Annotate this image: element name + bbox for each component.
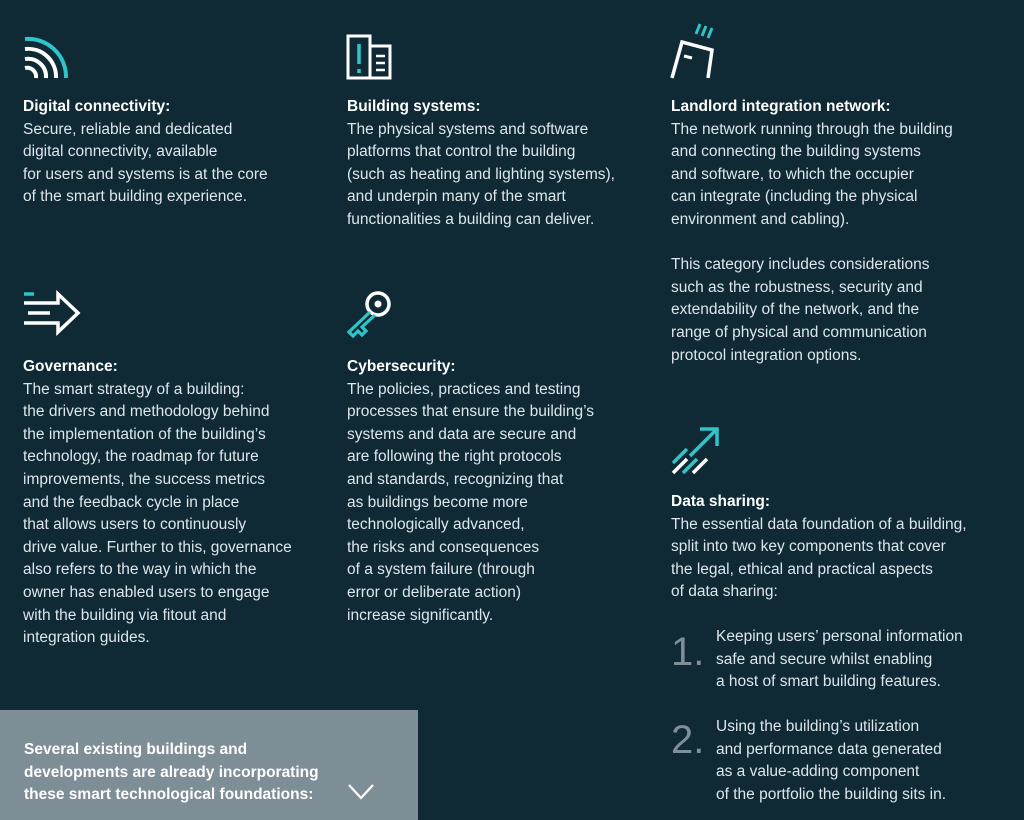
landlord-network-title: Landlord integration network: (671, 98, 891, 115)
landlord-network-body: The network running through the building and connecting the building systems and software, to which the occupier can integrate (including the physical environment and cabling). (671, 120, 953, 228)
cybersecurity-title: Cybersecurity: (347, 358, 456, 375)
list-item (671, 626, 1021, 696)
building-systems-title: Building systems: (347, 98, 481, 115)
key-icon (346, 290, 392, 338)
digital-connectivity-section (23, 96, 323, 209)
wifi-signal-icon (22, 34, 70, 80)
governance-section (23, 356, 333, 650)
chevron-down-icon[interactable] (347, 783, 375, 801)
governance-body: The smart strategy of a building: the drivers and methodology behind the implementation of the building’s technology, the roadmap for future improvements, the success metrics and the feedback cycle in place that allows users to continuously drive value. Further to this, governance also refers to the way in which the owner has enabled users to engage with the building via fitout and integration guides. (23, 380, 292, 647)
cybersecurity-body: The policies, practices and testing processes that ensure the building’s systems and data are secure and are following the right protocols and standards, recognizing that as buildings become more technologically advanced, the risks and consequences of a system failure (through error or deliberate action) increase significantly. (347, 380, 595, 624)
governance-title: Governance: (23, 358, 118, 375)
data-sharing-title: Data sharing: (671, 493, 771, 510)
cybersecurity-section (347, 356, 657, 627)
arrow-right-icon (22, 290, 82, 336)
building-systems-body: The physical systems and software platforms that control the building (such as heating and lighting systems), and underpin many of the smart functionalities a building can deliver. (347, 120, 615, 228)
list-item-text: Keeping users’ personal information safe and secure whilst enabling a host of smart building features. (716, 628, 963, 691)
building-systems-section (347, 96, 657, 232)
landlord-network-section (671, 96, 1011, 367)
list-item-text: Using the building’s utilization and performance data generated as a value-adding component of the portfolio the building sits in. (716, 718, 947, 803)
data-sharing-arrow-icon (670, 424, 722, 476)
data-sharing-body: The essential data foundation of a building, split into two key components that cover the legal, ethical and practical aspects of data sharing: (671, 515, 967, 601)
list-number: 1. (671, 630, 705, 674)
digital-connectivity-body: Secure, reliable and dedicated digital connectivity, available for users and systems is at the core of the smart building experience. (23, 120, 268, 206)
list-number: 2. (671, 718, 705, 762)
landlord-network-body-2: This category includes considerations such as the robustness, security and extendability of the network, and the range of physical and communication protocol integration options. (671, 256, 930, 364)
list-item (671, 716, 1021, 810)
network-plug-icon (670, 22, 720, 80)
data-sharing-section (671, 491, 1011, 604)
callout-box (0, 710, 418, 820)
digital-connectivity-title: Digital connectivity: (23, 98, 171, 115)
building-systems-icon (346, 34, 394, 80)
callout-text: Several existing buildings and developments are already incorporating these smart technological foundations: (24, 741, 319, 804)
